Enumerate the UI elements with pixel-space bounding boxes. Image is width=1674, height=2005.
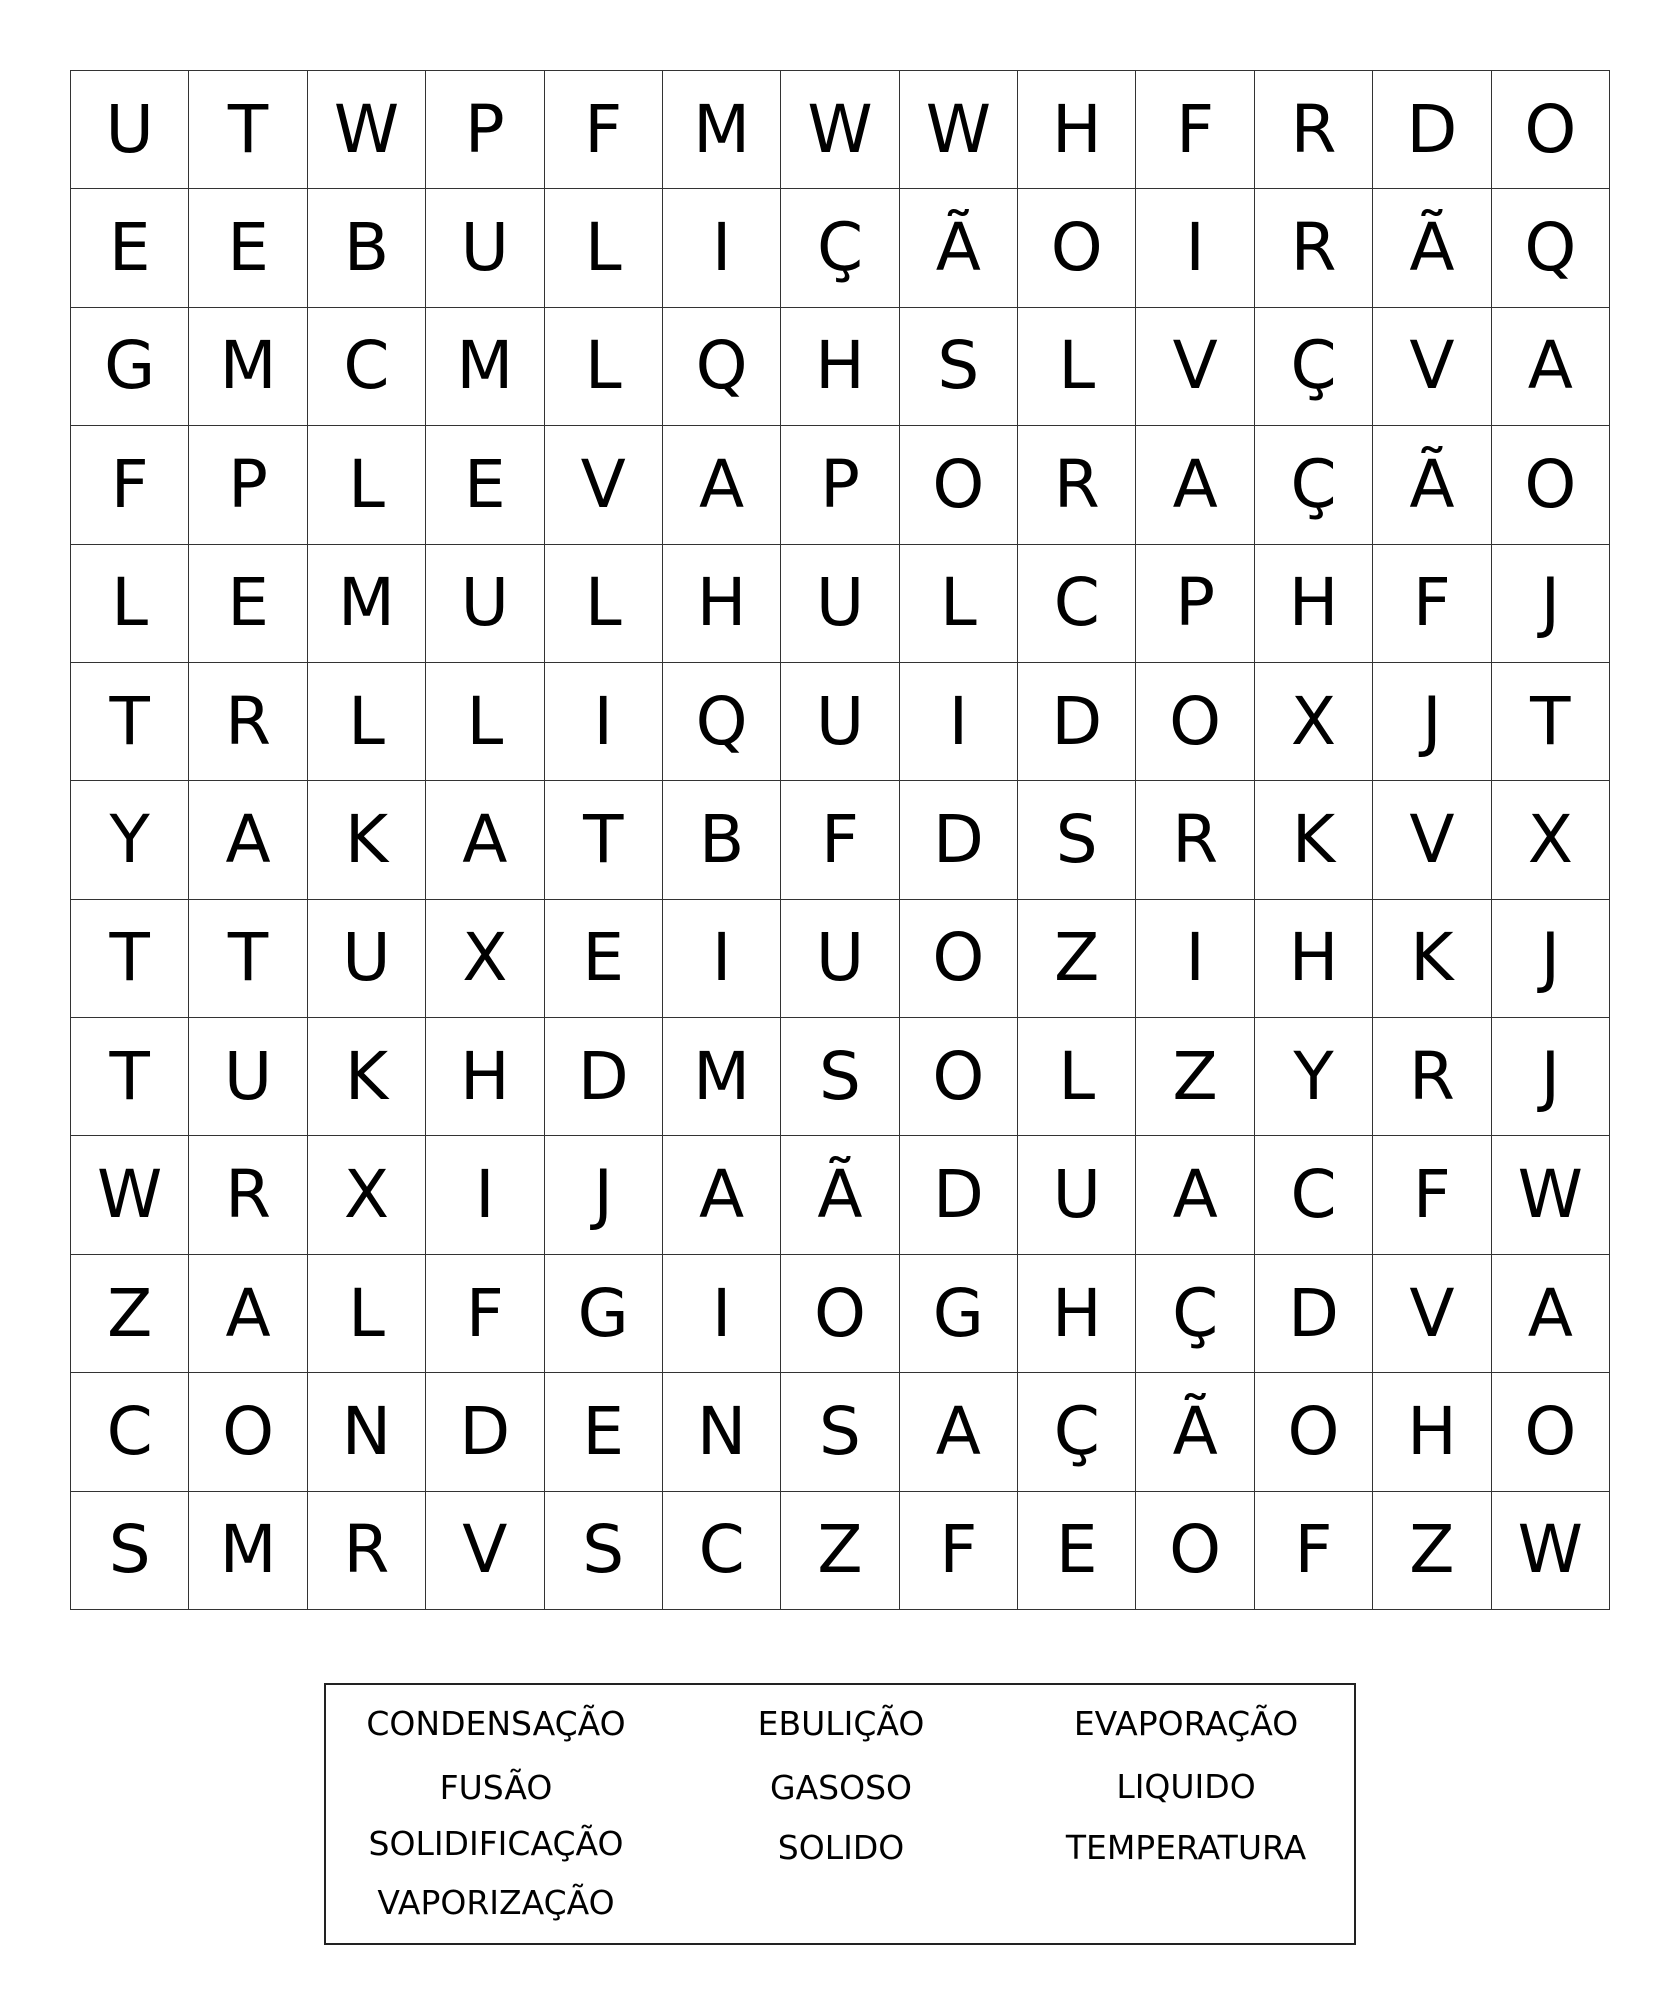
grid-cell[interactable]: A	[663, 426, 781, 544]
grid-cell[interactable]: M	[663, 1018, 781, 1136]
grid-cell[interactable]: V	[1373, 1255, 1491, 1373]
grid-cell[interactable]: L	[545, 545, 663, 663]
grid-cell[interactable]: F	[426, 1255, 544, 1373]
grid-cell[interactable]: A	[1492, 308, 1610, 426]
grid-cell[interactable]: E	[545, 1373, 663, 1491]
grid-cell[interactable]: Ç	[1255, 308, 1373, 426]
grid-cell[interactable]: T	[189, 900, 307, 1018]
grid-cell[interactable]: C	[663, 1492, 781, 1610]
grid-cell[interactable]: V	[426, 1492, 544, 1610]
grid-cell[interactable]: E	[426, 426, 544, 544]
grid-cell[interactable]: E	[189, 189, 307, 307]
grid-cell[interactable]: C	[308, 308, 426, 426]
grid-cell[interactable]: I	[663, 1255, 781, 1373]
grid-cell[interactable]: I	[900, 663, 1018, 781]
grid-cell[interactable]: H	[1255, 545, 1373, 663]
grid-cell[interactable]: F	[545, 71, 663, 189]
grid-cell[interactable]: H	[781, 308, 899, 426]
grid-cell[interactable]: D	[1373, 71, 1491, 189]
grid-cell[interactable]: F	[1136, 71, 1254, 189]
grid-cell[interactable]: D	[545, 1018, 663, 1136]
grid-cell[interactable]: I	[663, 189, 781, 307]
grid-cell[interactable]: W	[308, 71, 426, 189]
grid-cell[interactable]: Z	[1373, 1492, 1491, 1610]
grid-cell[interactable]: U	[781, 663, 899, 781]
grid-cell[interactable]: R	[1136, 781, 1254, 899]
word-temperatura: TEMPERATURA	[1065, 1828, 1307, 1867]
grid-cell[interactable]: T	[545, 781, 663, 899]
grid-cell[interactable]: P	[1136, 545, 1254, 663]
grid-cell[interactable]: F	[1373, 545, 1491, 663]
grid-cell[interactable]: J	[1373, 663, 1491, 781]
grid-cell[interactable]: Ç	[781, 189, 899, 307]
grid-cell[interactable]: L	[308, 426, 426, 544]
grid-cell[interactable]: Ç	[1018, 1373, 1136, 1491]
grid-cell[interactable]: Ã	[900, 189, 1018, 307]
word-solido: SOLIDO	[777, 1828, 905, 1867]
grid-cell[interactable]: L	[1018, 308, 1136, 426]
grid-cell[interactable]: O	[1136, 1492, 1254, 1610]
grid-cell[interactable]: C	[1018, 545, 1136, 663]
grid-cell[interactable]: J	[1492, 545, 1610, 663]
grid-cell[interactable]: D	[900, 1136, 1018, 1254]
grid-cell[interactable]: L	[308, 1255, 426, 1373]
grid-cell[interactable]: Ç	[1136, 1255, 1254, 1373]
grid-cell[interactable]: P	[781, 426, 899, 544]
grid-cell[interactable]: D	[426, 1373, 544, 1491]
grid-cell[interactable]: M	[189, 308, 307, 426]
grid-cell[interactable]: G	[71, 308, 189, 426]
grid-cell[interactable]: U	[71, 71, 189, 189]
word-bank	[324, 1683, 1356, 1945]
grid-cell[interactable]: W	[900, 71, 1018, 189]
grid-cell[interactable]: V	[545, 426, 663, 544]
grid-cell[interactable]: E	[545, 900, 663, 1018]
grid-cell[interactable]: U	[426, 189, 544, 307]
word-condensacao: CONDENSAÇÃO	[366, 1704, 626, 1743]
grid-cell[interactable]: N	[663, 1373, 781, 1491]
grid-cell[interactable]: L	[426, 663, 544, 781]
grid-cell[interactable]: I	[1136, 900, 1254, 1018]
grid-cell[interactable]: O	[1136, 663, 1254, 781]
grid-cell[interactable]: A	[1136, 1136, 1254, 1254]
grid-cell[interactable]: D	[1255, 1255, 1373, 1373]
grid-cell[interactable]: F	[900, 1492, 1018, 1610]
grid-cell[interactable]: D	[900, 781, 1018, 899]
grid-cell[interactable]: Y	[71, 781, 189, 899]
grid-cell[interactable]: I	[1136, 189, 1254, 307]
grid-cell[interactable]: M	[189, 1492, 307, 1610]
grid-cell[interactable]: H	[1018, 1255, 1136, 1373]
word-ebulicao: EBULIÇÃO	[757, 1704, 925, 1743]
grid-cell[interactable]: H	[1373, 1373, 1491, 1491]
word-solidificacao: SOLIDIFICAÇÃO	[368, 1824, 624, 1863]
grid-cell[interactable]: B	[663, 781, 781, 899]
grid-cell[interactable]: O	[1492, 426, 1610, 544]
grid-cell[interactable]: Y	[1255, 1018, 1373, 1136]
grid-cell[interactable]: Ã	[1373, 189, 1491, 307]
grid-cell[interactable]: C	[71, 1373, 189, 1491]
grid-cell[interactable]: R	[1255, 189, 1373, 307]
grid-cell[interactable]: A	[663, 1136, 781, 1254]
grid-cell[interactable]: B	[308, 189, 426, 307]
grid-cell[interactable]: P	[189, 426, 307, 544]
grid-cell[interactable]: Ã	[1136, 1373, 1254, 1491]
letter-grid	[70, 70, 1610, 1610]
grid-cell[interactable]: S	[781, 1018, 899, 1136]
grid-cell[interactable]: R	[189, 663, 307, 781]
grid-cell[interactable]: L	[900, 545, 1018, 663]
grid-cell[interactable]: J	[1492, 1018, 1610, 1136]
grid-cell[interactable]: Q	[1492, 189, 1610, 307]
grid-cell[interactable]: V	[1373, 781, 1491, 899]
grid-cell[interactable]: U	[1018, 1136, 1136, 1254]
grid-cell[interactable]: W	[1492, 1492, 1610, 1610]
grid-cell[interactable]: Ç	[1255, 426, 1373, 544]
grid-cell[interactable]: W	[781, 71, 899, 189]
grid-cell[interactable]: U	[781, 900, 899, 1018]
grid-cell[interactable]: Z	[781, 1492, 899, 1610]
grid-cell[interactable]: W	[1492, 1136, 1610, 1254]
grid-cell[interactable]: Z	[71, 1255, 189, 1373]
grid-cell[interactable]: X	[1255, 663, 1373, 781]
grid-cell[interactable]: R	[308, 1492, 426, 1610]
grid-cell[interactable]: O	[1492, 71, 1610, 189]
grid-cell[interactable]: U	[781, 545, 899, 663]
grid-cell[interactable]: F	[781, 781, 899, 899]
grid-cell[interactable]: K	[308, 1018, 426, 1136]
grid-cell[interactable]: T	[71, 1018, 189, 1136]
grid-cell[interactable]: A	[1136, 426, 1254, 544]
grid-cell[interactable]: D	[1018, 663, 1136, 781]
grid-cell[interactable]: Ã	[1373, 426, 1491, 544]
grid-cell[interactable]: M	[663, 71, 781, 189]
grid-cell[interactable]: J	[1492, 900, 1610, 1018]
grid-cell[interactable]: G	[545, 1255, 663, 1373]
grid-cell[interactable]: F	[1373, 1136, 1491, 1254]
grid-cell[interactable]: H	[426, 1018, 544, 1136]
grid-cell[interactable]: A	[189, 781, 307, 899]
grid-cell[interactable]: A	[426, 781, 544, 899]
grid-cell[interactable]: C	[1255, 1136, 1373, 1254]
word-evaporacao: EVAPORAÇÃO	[1073, 1704, 1299, 1743]
grid-cell[interactable]: Z	[1136, 1018, 1254, 1136]
grid-cell[interactable]: H	[1018, 71, 1136, 189]
grid-cell[interactable]: L	[545, 308, 663, 426]
grid-cell[interactable]: O	[900, 900, 1018, 1018]
word-fusao: FUSÃO	[439, 1768, 553, 1807]
word-vaporizacao: VAPORIZAÇÃO	[377, 1883, 615, 1922]
grid-cell[interactable]: T	[1492, 663, 1610, 781]
grid-cell[interactable]: H	[1255, 900, 1373, 1018]
grid-cell[interactable]: L	[71, 545, 189, 663]
grid-cell[interactable]: T	[71, 663, 189, 781]
grid-cell[interactable]: M	[426, 308, 544, 426]
grid-cell[interactable]: A	[189, 1255, 307, 1373]
grid-cell[interactable]: E	[71, 189, 189, 307]
grid-cell[interactable]: X	[308, 1136, 426, 1254]
grid-cell[interactable]: K	[308, 781, 426, 899]
grid-cell[interactable]: O	[900, 1018, 1018, 1136]
grid-cell[interactable]: O	[189, 1373, 307, 1491]
grid-cell[interactable]: O	[1255, 1373, 1373, 1491]
grid-cell[interactable]: P	[426, 71, 544, 189]
grid-cell[interactable]: F	[1255, 1492, 1373, 1610]
grid-cell[interactable]: H	[663, 545, 781, 663]
grid-cell[interactable]: A	[1492, 1255, 1610, 1373]
grid-cell[interactable]: N	[308, 1373, 426, 1491]
grid-cell[interactable]: Q	[663, 308, 781, 426]
grid-cell[interactable]: F	[71, 426, 189, 544]
grid-cell[interactable]: S	[545, 1492, 663, 1610]
grid-cell[interactable]: S	[71, 1492, 189, 1610]
grid-cell[interactable]: G	[900, 1255, 1018, 1373]
grid-cell[interactable]: V	[1136, 308, 1254, 426]
grid-cell[interactable]: X	[426, 900, 544, 1018]
grid-cell[interactable]: X	[1492, 781, 1610, 899]
grid-cell[interactable]: U	[189, 1018, 307, 1136]
grid-cell[interactable]: K	[1255, 781, 1373, 899]
word-gasoso: GASOSO	[770, 1768, 912, 1807]
grid-cell[interactable]: U	[308, 900, 426, 1018]
grid-cell[interactable]: S	[781, 1373, 899, 1491]
grid-cell[interactable]: Q	[663, 663, 781, 781]
grid-cell[interactable]: I	[663, 900, 781, 1018]
grid-cell[interactable]: Z	[1018, 900, 1136, 1018]
grid-cell[interactable]: T	[189, 71, 307, 189]
grid-cell[interactable]: L	[308, 663, 426, 781]
grid-cell[interactable]: I	[545, 663, 663, 781]
grid-cell[interactable]: R	[189, 1136, 307, 1254]
grid-cell[interactable]: S	[1018, 781, 1136, 899]
grid-cell[interactable]: O	[1018, 189, 1136, 307]
grid-cell[interactable]: E	[189, 545, 307, 663]
grid-cell[interactable]: M	[308, 545, 426, 663]
grid-cell[interactable]: R	[1373, 1018, 1491, 1136]
grid-cell[interactable]: K	[1373, 900, 1491, 1018]
word-liquido: LIQUIDO	[1116, 1767, 1256, 1806]
grid-cell[interactable]: U	[426, 545, 544, 663]
grid-cell[interactable]: V	[1373, 308, 1491, 426]
grid-cell[interactable]: E	[1018, 1492, 1136, 1610]
grid-cell[interactable]: A	[900, 1373, 1018, 1491]
grid-cell[interactable]: S	[900, 308, 1018, 426]
grid-cell[interactable]: O	[781, 1255, 899, 1373]
grid-cell[interactable]: R	[1018, 426, 1136, 544]
grid-cell[interactable]: L	[1018, 1018, 1136, 1136]
grid-cell[interactable]: W	[71, 1136, 189, 1254]
grid-cell[interactable]: L	[545, 189, 663, 307]
grid-cell[interactable]: J	[545, 1136, 663, 1254]
grid-cell[interactable]: I	[426, 1136, 544, 1254]
grid-cell[interactable]: R	[1255, 71, 1373, 189]
grid-cell[interactable]: O	[900, 426, 1018, 544]
grid-cell[interactable]: Ã	[781, 1136, 899, 1254]
grid-cell[interactable]: O	[1492, 1373, 1610, 1491]
grid-cell[interactable]: T	[71, 900, 189, 1018]
